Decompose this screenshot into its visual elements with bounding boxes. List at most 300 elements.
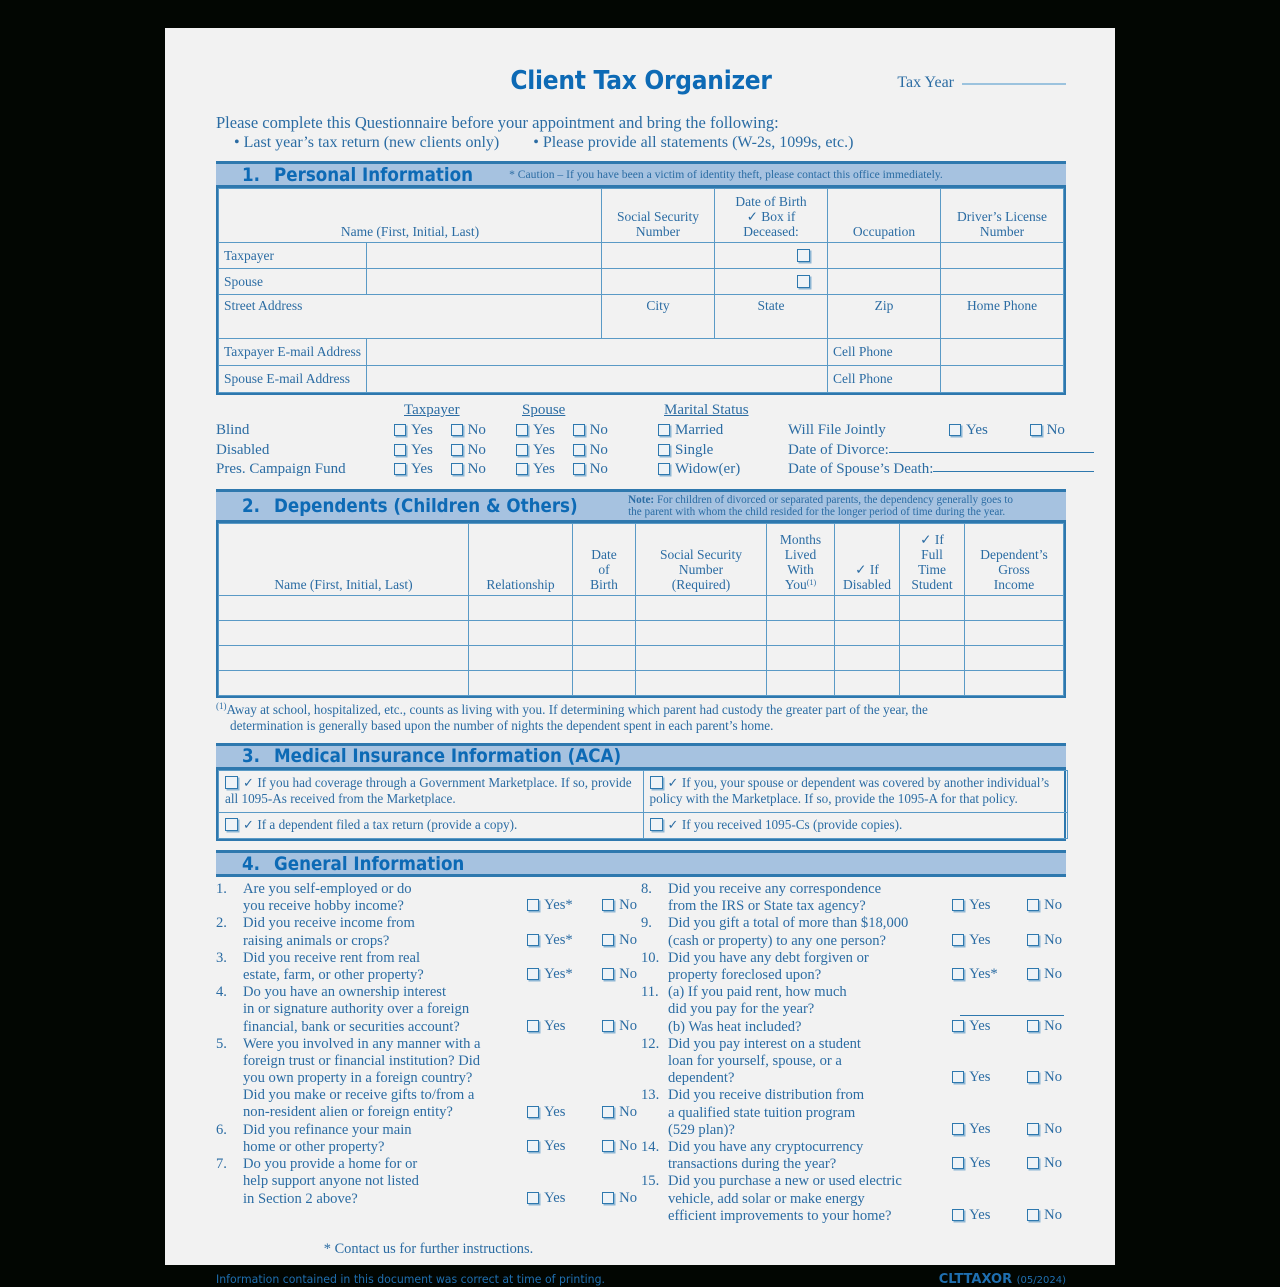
question-number: 5. (216, 1035, 227, 1052)
table-row (219, 243, 1064, 269)
question-line: in Section 2 above? (243, 1190, 358, 1207)
col-dob (715, 189, 828, 243)
question-line: efficient improvements to your home? (668, 1207, 892, 1224)
section-3-header (216, 743, 1066, 770)
answer-yes-label: Yes (544, 1189, 566, 1206)
question-line: from the IRS or State tax agency? (668, 898, 866, 915)
table-header-row (219, 524, 1064, 596)
question-line: you own property in a foreign country? (243, 1070, 473, 1087)
taxpayer-deceased-checkbox[interactable] (797, 249, 810, 262)
dependent-cell[interactable] (469, 671, 573, 696)
left-q3-yes-checkbox[interactable] (527, 968, 539, 980)
date-of-divorce-label: Date of Divorce: (788, 441, 889, 458)
disabled-spouse-yes-checkbox[interactable] (516, 444, 528, 456)
answer-checkbox-group (527, 966, 637, 983)
spouse-email-input[interactable] (367, 366, 828, 393)
left-q3-no-checkbox[interactable] (602, 968, 614, 980)
answer-no-label: No (1044, 1120, 1062, 1137)
dependent-cell[interactable] (965, 621, 1064, 646)
question-item (641, 950, 1066, 984)
rent-amount-blank[interactable] (960, 1007, 1064, 1016)
form-code-text: CLTTAXOR (938, 1272, 1013, 1287)
spouse-cell-input[interactable] (941, 366, 1064, 393)
campaign-spouse-no-checkbox[interactable] (573, 463, 585, 475)
dependent-cell[interactable] (573, 671, 636, 696)
question-line: Did you receive any correspondence (668, 881, 882, 898)
question-answer (948, 1036, 1066, 1088)
answer-no-label: No (619, 1189, 637, 1206)
marital-married-label: Married (675, 422, 724, 439)
date-of-divorce-blank[interactable] (889, 442, 1094, 453)
dep-col-relationship: Relationship (469, 524, 573, 596)
date-of-divorce-field[interactable] (788, 442, 1094, 459)
aca-checkbox-0[interactable] (225, 776, 238, 789)
no-label: No (467, 422, 486, 439)
question-item (216, 1122, 641, 1156)
taxpayer-ssn-input[interactable] (602, 243, 715, 269)
question-line: (b) Was heat included? (668, 1018, 802, 1035)
col-dl-l1: Driver’s License (956, 208, 1048, 224)
marital-married-group (658, 422, 723, 439)
answer-checkbox-group (527, 1104, 637, 1121)
city-input[interactable]: City (602, 295, 715, 339)
question-answer (948, 915, 1066, 949)
answer-no-label: No (619, 931, 637, 948)
table-row (219, 812, 1068, 838)
answer-yes-label: Yes* (544, 897, 573, 914)
dependent-cell[interactable] (573, 646, 636, 671)
right-q12-no-checkbox[interactable] (1027, 1071, 1039, 1083)
question-number: 14. (641, 1139, 660, 1156)
street-address-input[interactable]: Street Address (219, 295, 602, 339)
answer-no-label: No (1044, 1069, 1062, 1086)
yes-label: Yes (411, 461, 433, 478)
dependent-cell[interactable] (219, 646, 469, 671)
aca-checkbox-2[interactable] (225, 818, 238, 831)
campaign-taxpayer-no-checkbox[interactable] (451, 463, 463, 475)
dependent-cell[interactable] (219, 621, 469, 646)
aca-item-1-text: ✓ If you, your spouse or dependent was covered by another individual’s policy with the Marketplace. If so, provide the 1095-A for that policy. (649, 774, 1050, 806)
question-line: a qualified state tuition program (668, 1104, 856, 1121)
col-dob-l3: Deceased: (743, 224, 799, 239)
will-file-jointly-label: Will File Jointly (788, 422, 886, 439)
question-text (668, 1139, 948, 1173)
answer-checkbox-group (527, 932, 637, 949)
right-q15-yes-checkbox[interactable] (952, 1209, 964, 1221)
question-answer (523, 1156, 641, 1208)
left-q5-yes-checkbox[interactable] (527, 1106, 539, 1118)
taxpayer-cell-input[interactable] (941, 339, 1064, 366)
section-1-caution: * Caution – If you have been a victim of identity theft, please contact this office immediately. (509, 168, 943, 182)
question-line: Were you involved in any manner with a (243, 1035, 481, 1052)
section-2-note-l2: the parent with whom the child resided for the longer period of time during the year. (628, 506, 1006, 519)
dependents-row-body (219, 596, 1064, 696)
date-of-spouse-death-blank[interactable] (933, 461, 1094, 472)
question-text (668, 950, 948, 984)
question-line: did you pay for the year? (668, 1001, 815, 1018)
answer-yes-label: Yes* (544, 966, 573, 983)
dependent-cell[interactable] (835, 646, 900, 671)
dep-disabled-l1: ✓ If (855, 561, 879, 577)
footer-disclaimer: Information contained in this document was correct at time of printing. (216, 1272, 605, 1287)
left-q2-yes-checkbox[interactable] (527, 934, 539, 946)
marital-married-checkbox[interactable] (658, 424, 670, 436)
dependent-cell[interactable] (965, 646, 1064, 671)
answer-no-label: No (619, 1138, 637, 1155)
right-q10-no-checkbox[interactable] (1027, 968, 1039, 980)
dependent-cell[interactable] (900, 596, 965, 621)
answer-yes-label: Yes (544, 1017, 566, 1034)
tax-year-field[interactable] (897, 74, 1066, 92)
question-line: Did you pay interest on a student (668, 1035, 861, 1052)
dep-ssn-l1: Social Security (659, 546, 743, 562)
taxpayer-name-input[interactable] (367, 243, 602, 269)
question-answer (948, 1139, 1066, 1173)
question-line: dependent? (668, 1070, 735, 1087)
question-answer (948, 1087, 1066, 1139)
question-item (641, 1036, 1066, 1088)
dep-months-sup: (1) (806, 578, 817, 587)
question-item (641, 1173, 1066, 1225)
dependent-cell[interactable] (573, 596, 636, 621)
spouse-name-input[interactable] (367, 269, 602, 295)
question-line: non-resident alien or foreign entity? (243, 1104, 453, 1121)
question-line: Do you provide a home for or (243, 1156, 418, 1173)
question-line: home or other property? (243, 1138, 385, 1155)
dependent-cell[interactable] (767, 596, 835, 621)
blind-taxpayer-yes-checkbox[interactable] (394, 424, 406, 436)
blind-spouse-no-checkbox[interactable] (573, 424, 585, 436)
question-text (668, 1036, 948, 1087)
answer-checkbox-group (527, 1190, 637, 1207)
dep-col-student (900, 524, 965, 596)
question-item (641, 984, 1066, 1036)
dep-months-l2: Lived (784, 546, 817, 562)
question-item (641, 915, 1066, 949)
footnote-l2: determination is generally based upon the number of nights the dependent spent in each parent’s home. (230, 717, 774, 733)
col-name: Name (First, Initial, Last) (219, 189, 602, 243)
right-q9-no-checkbox[interactable] (1027, 934, 1039, 946)
left-q6-no-checkbox[interactable] (602, 1140, 614, 1152)
question-line: financial, bank or securities account? (243, 1018, 460, 1035)
right-q11-no-checkbox[interactable] (1027, 1020, 1039, 1032)
aca-item-0-text: ✓ If you had coverage through a Government Marketplace. If so, provide all 1095-As received from the Marketplace. (225, 774, 632, 806)
dependent-cell[interactable] (219, 671, 469, 696)
question-item (641, 1139, 1066, 1173)
dependent-cell[interactable] (636, 646, 767, 671)
marital-widow-label: Widow(er) (675, 461, 741, 478)
dependent-cell[interactable] (469, 596, 573, 621)
taxpayer-dl-input[interactable] (941, 243, 1064, 269)
no-label: No (1046, 422, 1065, 439)
table-row (219, 596, 1064, 621)
marital-widow-group (658, 461, 740, 478)
dependent-cell[interactable] (965, 671, 1064, 696)
question-item (641, 881, 1066, 915)
no-label: No (589, 422, 608, 439)
dependent-cell[interactable] (469, 646, 573, 671)
aca-item-3-text: ✓ If you received 1095-Cs (provide copies). (667, 816, 903, 832)
right-q13-no-checkbox[interactable] (1027, 1123, 1039, 1135)
aca-item-2-text: ✓ If a dependent filed a tax return (provide a copy). (243, 816, 518, 832)
marital-widow-checkbox[interactable] (658, 463, 670, 475)
campaign-taxpayer-group (394, 461, 486, 478)
table-row (219, 339, 1064, 366)
dependent-cell[interactable] (900, 621, 965, 646)
dep-col-dob (573, 524, 636, 596)
right-q12-yes-checkbox[interactable] (952, 1071, 964, 1083)
question-number: 4. (216, 984, 227, 1001)
personal-information-table (218, 188, 1064, 393)
question-text (243, 881, 523, 915)
left-q5-no-checkbox[interactable] (602, 1106, 614, 1118)
spouse-deceased-checkbox[interactable] (797, 275, 810, 288)
aca-item-2[interactable] (219, 812, 644, 838)
status-row-blind (216, 422, 1066, 442)
section-2-number: 2. (242, 495, 260, 518)
form-revision-text: (05/2024) (1016, 1275, 1066, 1287)
aca-table (218, 770, 1068, 839)
taxpayer-occupation-input[interactable] (828, 243, 941, 269)
section-2-note-l1: For children of divorced or separated parents, the dependency generally goes to (654, 493, 1013, 506)
dependent-cell[interactable] (835, 671, 900, 696)
answer-no-label: No (1044, 1206, 1062, 1223)
left-q1-yes-checkbox[interactable] (527, 899, 539, 911)
right-q13-yes-checkbox[interactable] (952, 1123, 964, 1135)
will-file-jointly-yes-checkbox[interactable] (949, 424, 961, 436)
answer-yes-label: Yes (969, 1120, 991, 1137)
dep-months-l1: Months (779, 531, 822, 547)
answer-no-label: No (1044, 931, 1062, 948)
dependent-cell[interactable] (573, 621, 636, 646)
dependent-cell[interactable] (469, 621, 573, 646)
section-1-title: Personal Information (274, 163, 473, 186)
table-row (219, 671, 1064, 696)
left-q6-yes-checkbox[interactable] (527, 1140, 539, 1152)
dep-income-l2: Gross (998, 561, 1030, 577)
yes-label: Yes (411, 422, 433, 439)
no-label: No (467, 461, 486, 478)
question-answer (523, 881, 641, 915)
status-label-blind: Blind (216, 422, 250, 439)
status-col-taxpayer: Taxpayer (404, 402, 460, 419)
marital-single-checkbox[interactable] (658, 444, 670, 456)
aca-item-0[interactable] (219, 770, 644, 812)
question-item (216, 1156, 641, 1208)
right-q15-no-checkbox[interactable] (1027, 1209, 1039, 1221)
question-answer (948, 881, 1066, 915)
dependent-cell[interactable] (835, 596, 900, 621)
campaign-spouse-yes-checkbox[interactable] (516, 463, 528, 475)
question-line: Are you self-employed or do (243, 881, 412, 898)
answer-checkbox-group (952, 966, 1062, 983)
section-4-title: General Information (274, 852, 465, 875)
right-q10-yes-checkbox[interactable] (952, 968, 964, 980)
dependent-cell[interactable] (636, 621, 767, 646)
dependent-cell[interactable] (767, 646, 835, 671)
tax-year-blank[interactable] (962, 74, 1066, 85)
dep-student-l3: Time (917, 561, 946, 577)
yes-label: Yes (966, 422, 988, 439)
question-line: (529 plan)? (668, 1121, 735, 1138)
status-checkbox-block (216, 402, 1066, 480)
left-q1-no-checkbox[interactable] (602, 899, 614, 911)
blind-spouse-group (516, 422, 608, 439)
answer-yes-label: Yes (969, 1017, 991, 1034)
aca-checkbox-1[interactable] (650, 776, 663, 789)
right-q8-yes-checkbox[interactable] (952, 899, 964, 911)
dep-col-months-lived (767, 524, 835, 596)
date-of-spouse-death-label: Date of Spouse’s Death: (788, 461, 934, 478)
disabled-taxpayer-yes-checkbox[interactable] (394, 444, 406, 456)
right-q14-no-checkbox[interactable] (1027, 1157, 1039, 1169)
document-page (165, 28, 1115, 1287)
question-line: Did you purchase a new or used electric (668, 1173, 902, 1190)
aca-item-1[interactable] (643, 770, 1068, 812)
table-row (219, 770, 1068, 812)
answer-checkbox-group (952, 897, 1062, 914)
question-line: raising animals or crops? (243, 932, 390, 949)
will-file-jointly-no-checkbox[interactable] (1030, 424, 1042, 436)
dep-col-ssn (636, 524, 767, 596)
right-q14-yes-checkbox[interactable] (952, 1157, 964, 1169)
right-q9-yes-checkbox[interactable] (952, 934, 964, 946)
blind-taxpayer-no-checkbox[interactable] (451, 424, 463, 436)
question-text (243, 915, 523, 949)
spouse-dl-input[interactable] (941, 269, 1064, 295)
date-of-spouse-death-field[interactable] (788, 461, 1094, 478)
disabled-taxpayer-no-checkbox[interactable] (451, 444, 463, 456)
question-line: Did you have any cryptocurrency (668, 1139, 864, 1156)
dep-income-l3: Income (993, 577, 1035, 592)
answer-no-label: No (1044, 897, 1062, 914)
zip-input[interactable]: Zip (828, 295, 941, 339)
disabled-spouse-no-checkbox[interactable] (573, 444, 585, 456)
dependents-table (218, 523, 1064, 696)
section-2-note (628, 494, 1013, 519)
question-item (216, 1036, 641, 1122)
question-text (668, 915, 948, 949)
dep-dob-l1: Date (591, 546, 617, 562)
aca-checkbox-3[interactable] (650, 818, 663, 831)
dependent-cell[interactable] (835, 621, 900, 646)
right-q11-yes-checkbox[interactable] (952, 1020, 964, 1032)
dependent-cell[interactable] (767, 671, 835, 696)
dependent-cell[interactable] (767, 621, 835, 646)
answer-checkbox-group (527, 1018, 637, 1035)
question-answer (948, 984, 1066, 1036)
dependent-cell[interactable] (636, 596, 767, 621)
dep-student-l4: Student (911, 577, 953, 592)
no-label: No (589, 441, 608, 458)
dep-dob-l3: Birth (590, 577, 618, 592)
aca-table-wrap (216, 770, 1066, 841)
left-q7-yes-checkbox[interactable] (527, 1192, 539, 1204)
question-line: Did you make or receive gifts to/from a (243, 1087, 475, 1104)
answer-yes-label: Yes (969, 1206, 991, 1223)
section-1-number: 1. (242, 163, 260, 186)
answer-no-label: No (1044, 1155, 1062, 1172)
answer-checkbox-group (952, 1207, 1062, 1224)
dependent-cell[interactable] (965, 596, 1064, 621)
contact-note: * Contact us for further instructions. (323, 1241, 534, 1258)
taxpayer-email-input[interactable] (367, 339, 828, 366)
answer-yes-label: Yes (969, 897, 991, 914)
spouse-occupation-input[interactable] (828, 269, 941, 295)
section-2-header (216, 489, 1066, 523)
taxpayer-email-label: Taxpayer E-mail Address (219, 339, 367, 366)
question-number: 11. (641, 984, 659, 1001)
section-2-note-prefix: Note: (628, 493, 655, 506)
question-line: (a) If you paid rent, how much (668, 984, 847, 1001)
table-row (219, 295, 1064, 339)
dep-ssn-l2: Number (678, 561, 724, 577)
answer-checkbox-group (952, 1069, 1062, 1086)
question-item (216, 881, 641, 915)
campaign-taxpayer-yes-checkbox[interactable] (394, 463, 406, 475)
dependent-cell[interactable] (900, 671, 965, 696)
left-q2-no-checkbox[interactable] (602, 934, 614, 946)
dependent-cell[interactable] (636, 671, 767, 696)
instructions-lead: Please complete this Questionnaire before your appointment and bring the following: (216, 113, 779, 132)
taxpayer-cell-label: Cell Phone (828, 339, 941, 366)
question-line: estate, farm, or other property? (243, 967, 424, 983)
dependents-table-wrap (216, 523, 1066, 698)
status-label-campaign-fund: Pres. Campaign Fund (216, 461, 346, 478)
answer-checkbox-group (952, 1121, 1062, 1138)
question-line: Did you refinance your main (243, 1121, 412, 1138)
question-item (216, 915, 641, 949)
answer-checkbox-group (527, 897, 637, 914)
question-line: foreign trust or financial institution? Did (243, 1052, 481, 1069)
right-q8-no-checkbox[interactable] (1027, 899, 1039, 911)
question-answer (948, 950, 1066, 984)
section-4-number: 4. (242, 852, 260, 875)
no-label: No (467, 441, 486, 458)
dependents-footnote (216, 701, 1066, 734)
question-line: transactions during the year? (668, 1156, 837, 1173)
state-input[interactable]: State (715, 295, 828, 339)
disabled-taxpayer-group (394, 442, 486, 459)
left-q7-no-checkbox[interactable] (602, 1192, 614, 1204)
dependent-cell[interactable] (900, 646, 965, 671)
home-phone-input[interactable]: Home Phone (941, 295, 1064, 339)
left-q4-no-checkbox[interactable] (602, 1020, 614, 1032)
question-line: (cash or property) to any one person? (668, 932, 887, 949)
aca-item-3[interactable] (643, 812, 1068, 838)
spouse-ssn-input[interactable] (602, 269, 715, 295)
answer-no-label: No (619, 1017, 637, 1034)
left-q4-yes-checkbox[interactable] (527, 1020, 539, 1032)
dep-income-l1: Dependent’s (980, 546, 1048, 562)
yes-label: Yes (533, 461, 555, 478)
dep-months-l3: With (787, 561, 814, 577)
dependent-cell[interactable] (219, 596, 469, 621)
blind-spouse-yes-checkbox[interactable] (516, 424, 528, 436)
footnote-l1: Away at school, hospitalized, etc., counts as living with you. If determining which parent had custody the greater part of the year, the (226, 702, 928, 718)
question-number: 15. (641, 1173, 660, 1190)
blind-taxpayer-group (394, 422, 486, 439)
row-label-taxpayer: Taxpayer (219, 243, 367, 269)
question-line: help support anyone not listed (243, 1173, 419, 1190)
question-item (641, 1087, 1066, 1139)
dep-months-l4: You (784, 577, 807, 592)
question-answer (523, 1122, 641, 1156)
col-dob-l1: Date of Birth (735, 193, 807, 209)
general-info-left-column (216, 881, 641, 1225)
question-line: Did you receive rent from real (243, 949, 421, 966)
question-text (668, 881, 948, 915)
